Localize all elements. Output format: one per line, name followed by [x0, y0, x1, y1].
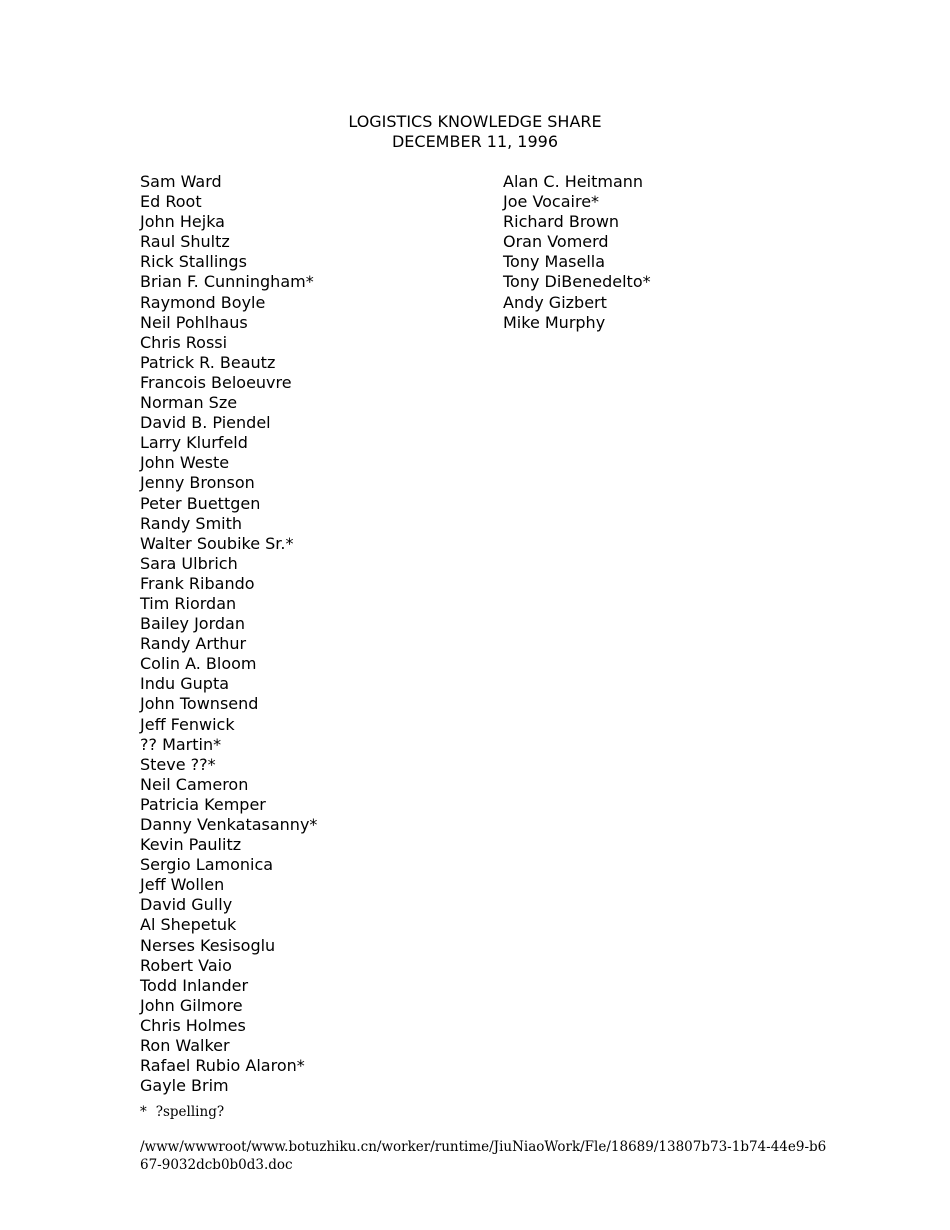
attendee-name: Larry Klurfeld [140, 433, 248, 453]
attendee-name: Rick Stallings [140, 252, 247, 272]
attendee-name: Jeff Wollen [140, 875, 225, 895]
attendee-list-left [140, 172, 317, 1096]
attendee-name: David Gully [140, 895, 233, 915]
footnote [140, 1103, 224, 1121]
attendee-name: Raymond Boyle [140, 292, 266, 312]
document-date: DECEMBER 11, 1996 [391, 132, 559, 151]
attendee-name: Sam Ward [140, 172, 222, 191]
attendee-name: Nerses Kesisoglu [140, 935, 276, 955]
attendee-name: Patricia Kemper [140, 794, 266, 814]
attendee-name: Neil Cameron [140, 774, 249, 794]
attendee-name: Tony Masella [503, 252, 606, 272]
attendee-name: ?? Martin* [140, 734, 222, 754]
attendee-name: Raul Shultz [140, 232, 230, 252]
attendee-name: Bailey Jordan [140, 614, 245, 634]
attendee-name: Ed Root [140, 192, 202, 212]
attendee-name: John Gilmore [140, 995, 243, 1015]
attendee-name: Mike Murphy [503, 312, 606, 332]
attendee-name: Todd Inlander [140, 975, 249, 995]
attendee-name: Alan C. Heitmann [503, 172, 644, 191]
attendee-name: Joe Vocaire* [503, 192, 600, 212]
attendee-name: Neil Pohlhaus [140, 312, 248, 332]
attendee-name: Andy Gizbert [503, 292, 607, 312]
attendee-name: Danny Venkatasanny* [140, 815, 318, 834]
attendee-name: Rafael Rubio Alaron* [140, 1056, 305, 1076]
attendee-name: Peter Buettgen [140, 493, 261, 513]
attendee-name: Jenny Bronson [140, 473, 255, 493]
attendee-name: Francois Beloeuvre [140, 372, 292, 392]
attendee-name: David B. Piendel [140, 413, 271, 433]
attendee-name: Robert Vaio [140, 955, 232, 975]
attendee-name: Patrick R. Beautz [140, 352, 276, 372]
attendee-name: Gayle Brim [140, 1076, 229, 1096]
attendee-name: Tony DiBenedelto* [503, 272, 651, 292]
attendee-name: Colin A. Bloom [140, 654, 257, 674]
attendee-name: Randy Arthur [140, 634, 247, 654]
document-title: LOGISTICS KNOWLEDGE SHARE [348, 112, 602, 131]
footnote-marker: * [140, 1104, 147, 1120]
attendee-name: Kevin Paulitz [140, 835, 242, 855]
attendee-name: Al Shepetuk [140, 915, 237, 935]
attendee-name: Randy Smith [140, 513, 243, 533]
attendee-name: Brian F. Cunningham* [140, 272, 314, 292]
attendee-name: John Townsend [140, 694, 259, 714]
document-header [0, 112, 950, 152]
attendee-name: Indu Gupta [140, 674, 230, 694]
attendee-name: John Weste [140, 453, 230, 473]
attendee-name: Norman Sze [140, 393, 238, 413]
attendee-name: Ron Walker [140, 1036, 230, 1056]
attendee-name: Tim Riordan [140, 593, 237, 613]
attendee-name: Richard Brown [503, 212, 620, 232]
attendee-name: Frank Ribando [140, 573, 255, 593]
attendee-name: Jeff Fenwick [140, 714, 235, 734]
attendee-name: Sergio Lamonica [140, 855, 274, 875]
attendee-name: Oran Vomerd [503, 232, 609, 252]
attendee-name: Walter Soubike Sr.* [140, 533, 294, 553]
attendee-name: Chris Holmes [140, 1015, 246, 1035]
attendee-name: John Hejka [140, 212, 225, 232]
attendee-name: Sara Ulbrich [140, 553, 238, 573]
footnote-text: ?spelling? [155, 1104, 225, 1120]
attendee-list-right [503, 172, 651, 333]
file-path-footer: /www/wwwroot/www.botuzhiku.cn/worker/runtime/JiuNiaoWork/Fle/18689/13807b73-1b74-44e9-b667-9032dcb0b0d3.doc [140, 1139, 827, 1173]
attendee-name: Chris Rossi [140, 332, 228, 352]
attendee-name: Steve ??* [140, 754, 216, 774]
